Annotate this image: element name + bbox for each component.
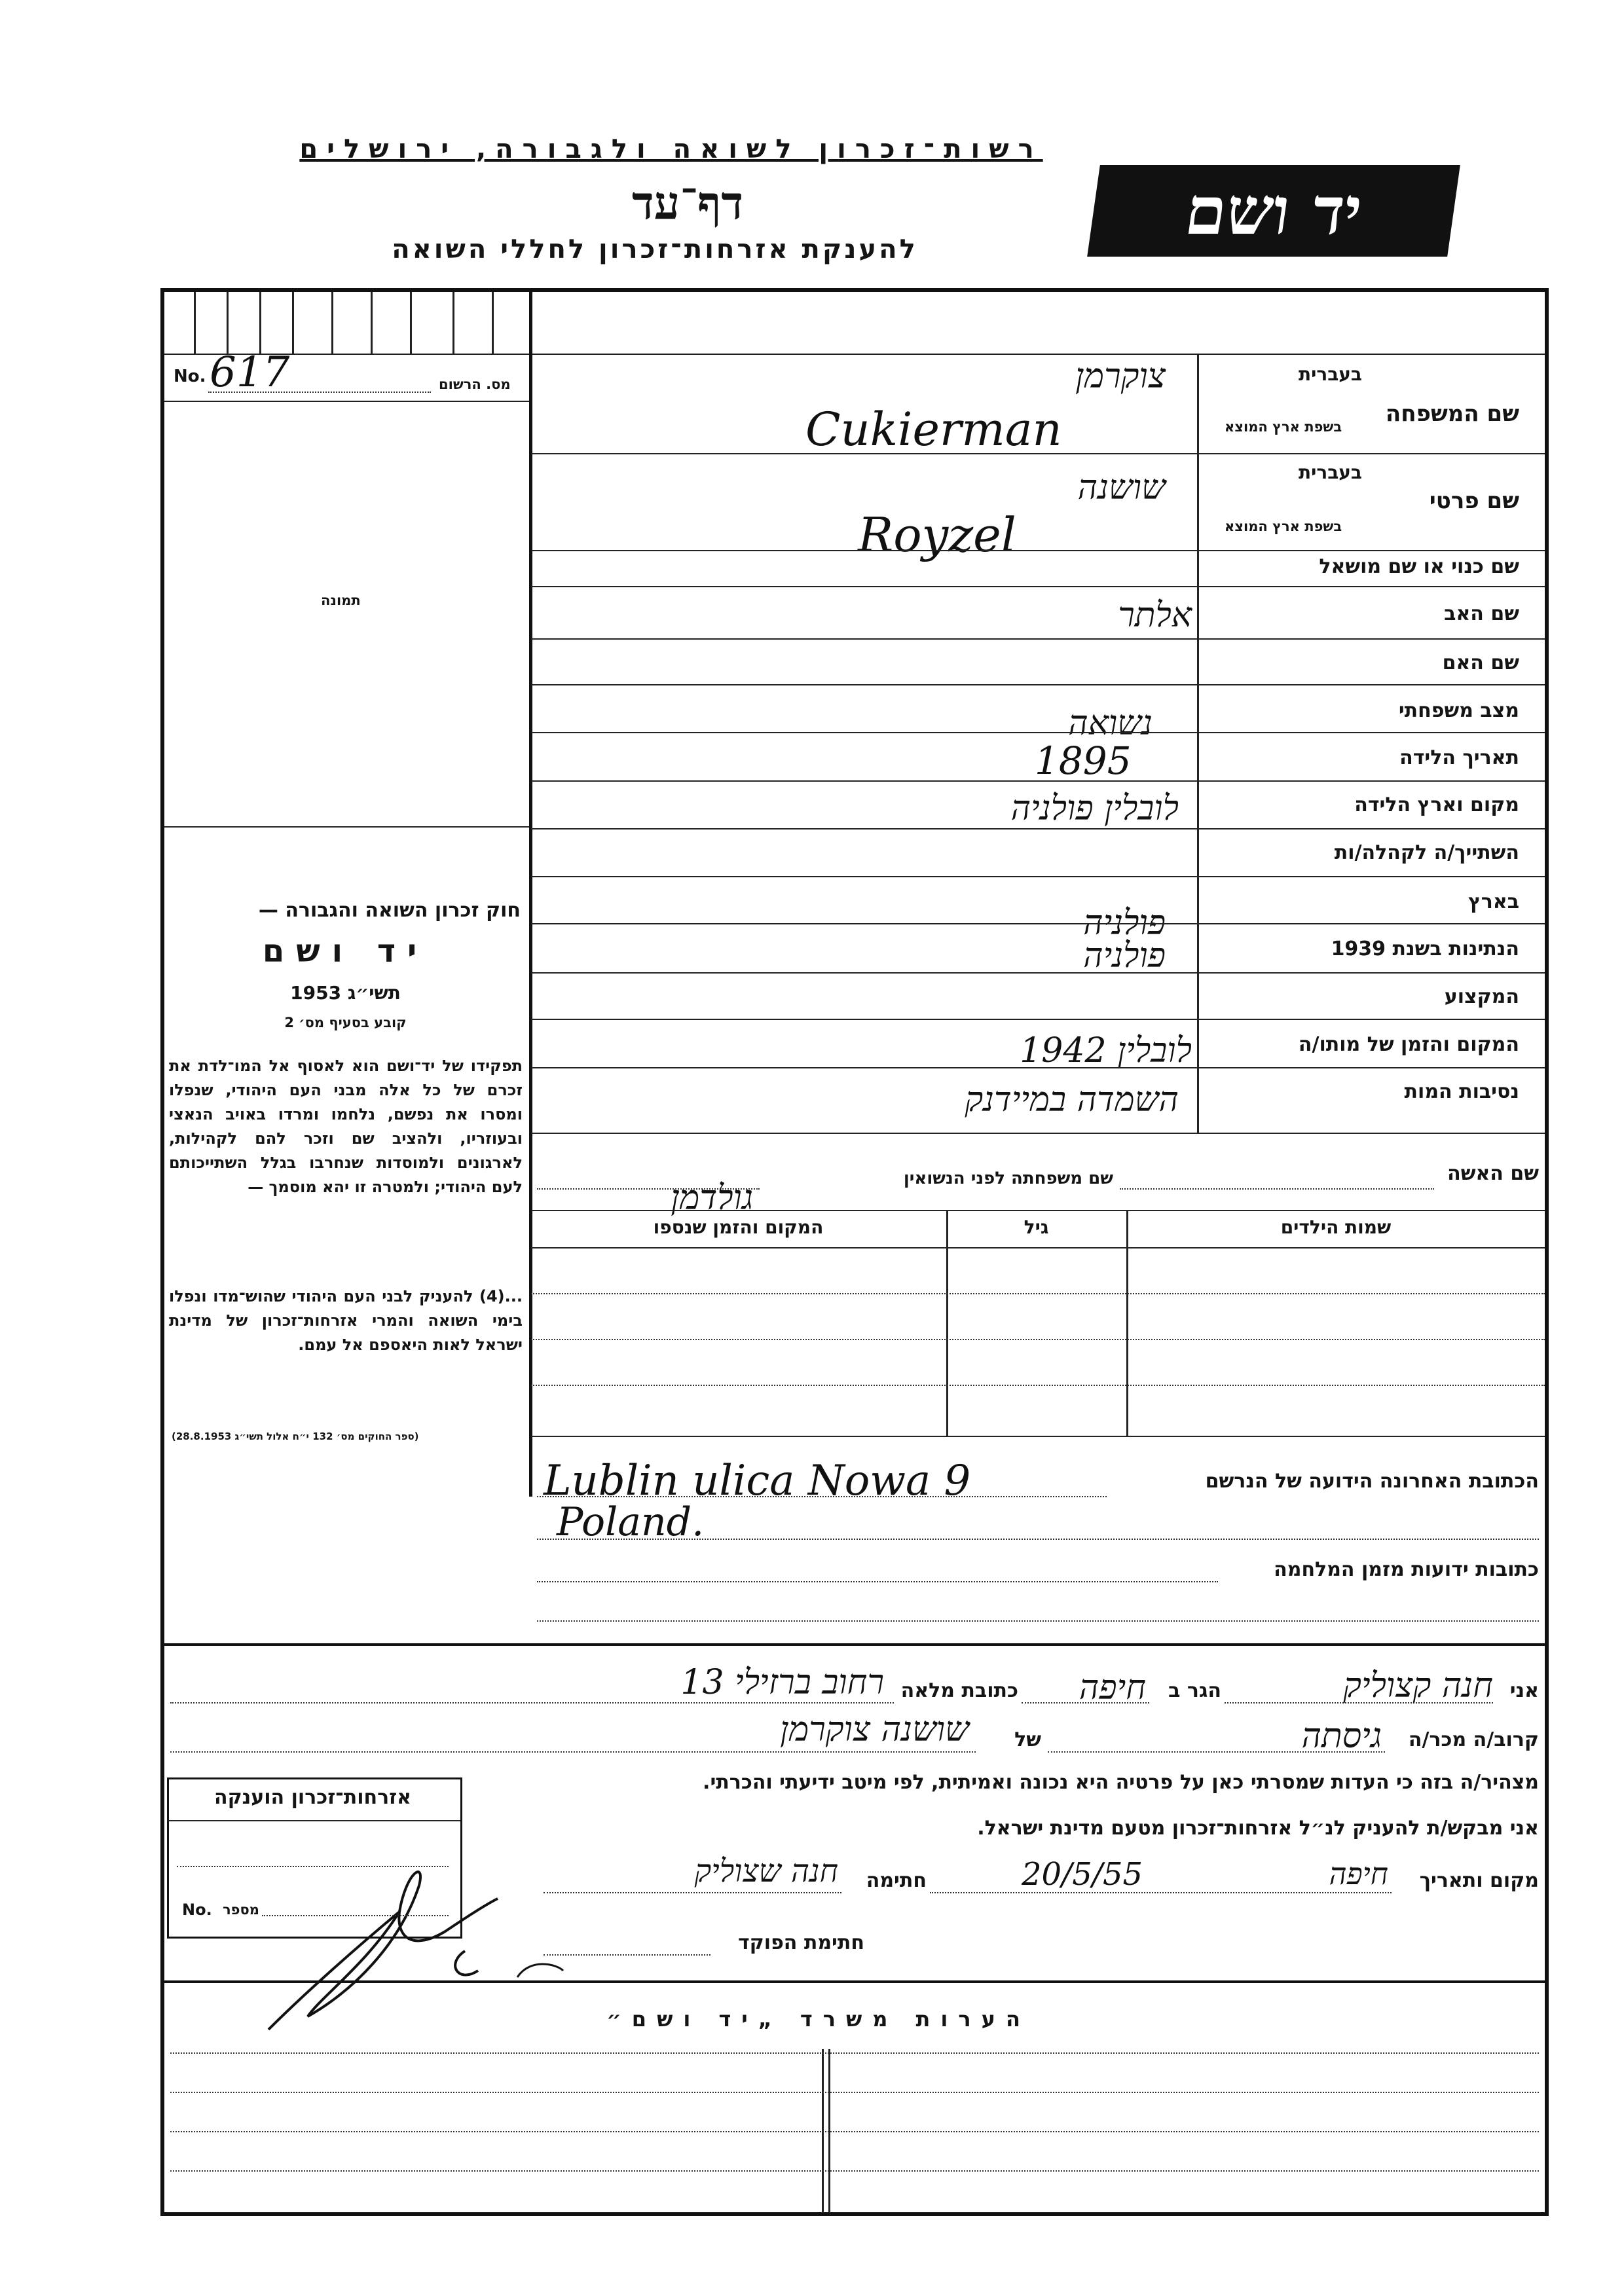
last-address-label: הכתובת האחרונה הידועה של הנרשם <box>1205 1470 1539 1493</box>
war-address-label: כתובות ידועות מזמן המלחמה <box>1274 1558 1539 1581</box>
divider <box>164 354 1545 355</box>
circumstances-value: השמדה במיידנק <box>965 1080 1179 1120</box>
circumstances-label: נסיבות המות <box>1404 1080 1519 1103</box>
family-name-label: שם המשפחה <box>1385 401 1519 427</box>
relation-label: קרוב/ה מכר/ה <box>1408 1728 1539 1751</box>
left-column-divider <box>529 292 532 1497</box>
signature-value: חנה שצוליק <box>694 1853 838 1889</box>
birth-place-value: לובלין פולניה <box>1010 789 1179 828</box>
logo-text: יד ושם <box>1180 172 1367 249</box>
declarant-city: חיפה <box>1079 1668 1146 1707</box>
request-text: אני מבקש/ת להעניק לנ״ל אזרחות־זכרון מטעם מדינת ישראל. <box>977 1817 1539 1840</box>
nickname-label: שם כנוי או שם מושאל <box>1319 555 1519 578</box>
wife-maiden-label: שם משפחתה לפני הנשואין <box>903 1169 1113 1188</box>
law-section: קובע בסעיף מס׳ 2 <box>284 1015 407 1030</box>
father-label: שם האב <box>1444 602 1519 625</box>
authority-header: רשות־זכרון לשואה ולגבורה, ירושלים <box>299 134 1043 164</box>
registry-label: מס. הרשום <box>439 376 511 392</box>
first-name-origin-label: בשפת ארץ המוצא <box>1225 519 1342 534</box>
declarant-i-label: אני <box>1509 1679 1539 1702</box>
first-name-origin-value: Royzel <box>858 507 1016 562</box>
citizenship-1939-label: הנתינות בשנת 1939 <box>1331 938 1519 960</box>
wife-label: שם האשה <box>1447 1162 1539 1185</box>
form-subtitle: להענקת אזרחות־זכרון לחללי השואה <box>392 234 918 264</box>
birth-date-label: תאריך הלידה <box>1399 746 1519 769</box>
citizenship-box-number-label: מספר <box>223 1902 259 1918</box>
children-header-names: שמות הילדים <box>1280 1216 1392 1238</box>
citizenship-box-title: אזרחות־זכרון הוענקה <box>213 1786 412 1809</box>
family-name-origin-value: Cukierman <box>805 403 1062 456</box>
office-notes-title: הערות משרד „יד ושם״ <box>606 2007 1031 2032</box>
marital-status-label: מצב משפחתי <box>1398 699 1519 722</box>
family-name-origin-label: בשפת ארץ המוצא <box>1225 419 1342 435</box>
marital-status-value: נשואה <box>1068 704 1153 743</box>
family-name-hebrew-value: צוקרמן <box>1075 357 1166 396</box>
declaration-text: מצהיר/ה בזה כי העדות שמסרתי כאן על פרטיה היא נכונה ואמיתית, לפי מיטב ידיעתי והכרתי. <box>703 1771 1539 1794</box>
children-header-age: גיל <box>1024 1216 1049 1238</box>
table-row <box>531 1293 1545 1294</box>
mother-label: שם האם <box>1442 651 1519 674</box>
last-address-value: Lublin ulica Nowa 9 <box>544 1457 971 1505</box>
law-name: יד ושם <box>262 933 429 970</box>
profession-label: המקצוע <box>1444 985 1519 1008</box>
of-name-value: שושנה צוקרמן <box>780 1710 969 1749</box>
yad-vashem-logo <box>1087 165 1460 257</box>
declarant-full-address: רחוב ברזילי 13 <box>680 1663 884 1702</box>
table-row <box>531 1339 1545 1340</box>
first-name-hebrew-value: שושנה <box>1077 468 1166 507</box>
birth-date-value: 1895 <box>1035 738 1132 783</box>
declarant-name: חנה קצוליק <box>1343 1666 1493 1705</box>
community-label: השתייך/ה לקהלה/ות <box>1334 841 1519 864</box>
first-name-hebrew-label: בעברית <box>1298 462 1362 483</box>
place-date-label: מקום ותאריך <box>1419 1869 1539 1892</box>
table-row <box>531 1385 1545 1386</box>
wife-maiden-value: גולדמן <box>671 1178 753 1218</box>
date-value: 20/5/55 <box>1022 1856 1143 1893</box>
registry-number: 617 <box>210 348 290 397</box>
father-value: אלתר <box>1118 596 1192 635</box>
law-citation: (ספר החוקים מס׳ 132 י״ח אלול תשי״ג 28.8.1953) <box>172 1430 419 1442</box>
death-value: לובלין 1942 <box>1020 1031 1192 1070</box>
full-address-label: כתובת מלאה <box>900 1679 1018 1702</box>
law-year: תשי״ג 1953 <box>290 982 401 1004</box>
citizenship-1939-value: פולניה <box>1083 936 1166 975</box>
relation-value: גיסתה <box>1301 1717 1382 1756</box>
country-label: בארץ <box>1467 890 1519 913</box>
law-title: חוק זכרון השואה והגבורה — <box>258 899 521 922</box>
law-paragraph-2: ...(4) להעניק לבני העם היהודי שהוש־מדו ונפלו בימי השואה והמרי אזרחות־זכרון של מדינת ישראל לאות היאספם אל עמם. <box>169 1287 523 1354</box>
resident-label: הגר ב <box>1168 1679 1221 1702</box>
signature-label: חתימה <box>866 1869 927 1892</box>
first-name-label: שם פרטי <box>1429 488 1519 514</box>
family-name-hebrew-label: בעברית <box>1298 363 1362 385</box>
country-value: פולניה <box>1083 903 1166 943</box>
officer-signature-label: חתימת הפוקד <box>738 1931 864 1954</box>
tick-boxes <box>164 292 531 355</box>
law-paragraph-1: תפקידו של יד־ושם הוא לאסוף אל המו־לדת את זכרם של כל אלה מבני העם היהודי, שנפלו ומסרו את נפשם, נלחמו ומרדו באויב הנאצי ובעוזריו, ולהציב שם וזכר להם לקהילות, לארגונים ולמוסדות שנחרבו בגלל השתייכותם לעם היהודי; ולמטרה זו יהא מוסמך — <box>169 1057 523 1196</box>
death-label: המקום והזמן של מותו/ה <box>1298 1033 1519 1056</box>
form-title: דף־עד <box>631 175 743 230</box>
of-label: של <box>1014 1728 1041 1751</box>
place-value: חיפה <box>1329 1856 1388 1891</box>
photo-label: תמונה <box>321 592 361 608</box>
registry-no-label: No. <box>174 367 206 386</box>
citizenship-box-no-label: No. <box>182 1901 212 1919</box>
label-column-divider <box>1197 354 1199 1133</box>
birth-place-label: מקום וארץ הלידה <box>1354 793 1519 816</box>
last-address-country: Poland. <box>557 1499 705 1545</box>
children-header-place: המקום והזמן שנספו <box>653 1216 824 1238</box>
